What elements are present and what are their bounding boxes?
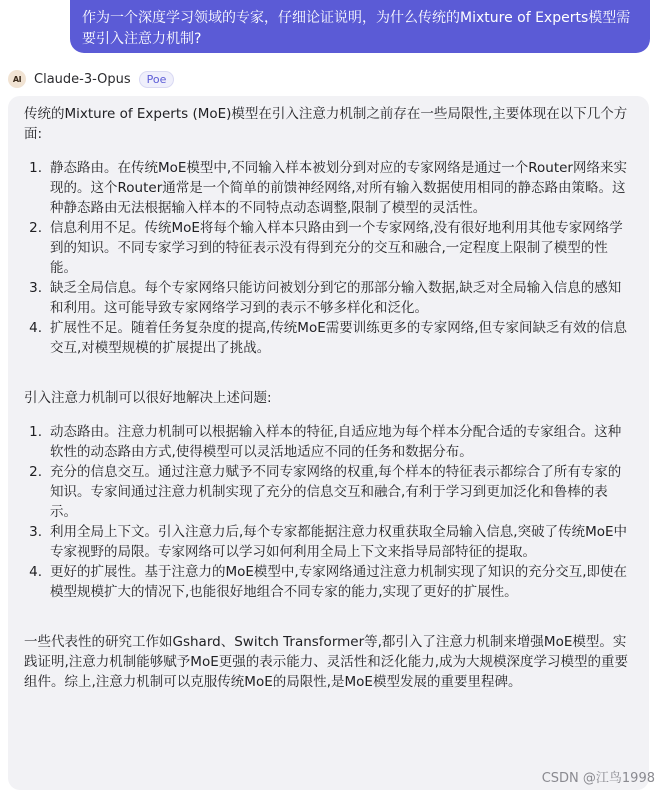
list-item-number: 4. <box>29 320 42 336</box>
bot-message-bubble <box>8 96 649 790</box>
list-item-number: 4. <box>29 564 42 580</box>
paragraph-gap <box>24 602 633 632</box>
list-item-number: 2. <box>29 220 42 236</box>
bot-platform-badge: Poe <box>139 71 175 88</box>
bot-header <box>8 68 174 90</box>
paragraph-gap <box>24 358 633 388</box>
list-item-text: 更好的扩展性。基于注意力的MoE模型中,专家网络通过注意力机制实现了知识的充分交互,即使在模型规模扩大的情况下,也能很好地组合不同专家的能力,实现了更好的扩展性。 <box>50 564 628 600</box>
user-message-bubble <box>70 0 650 53</box>
list-item <box>24 218 633 278</box>
solutions-list <box>24 422 633 602</box>
answer-intro: 传统的Mixture of Experts (MoE)模型在引入注意力机制之前存在一些局限性,主要体现在以下几个方面: <box>24 106 628 142</box>
list-item-text: 扩展性不足。随着任务复杂度的提高,传统MoE需要训练更多的专家网络,但专家间缺乏有效的信息交互,对模型规模的扩展提出了挑战。 <box>50 320 628 356</box>
limitations-list <box>24 158 633 358</box>
answer-conclusion: 一些代表性的研究工作如Gshard、Switch Transformer等,都引入了注意力机制来增强MoE模型。实践证明,注意力机制能够赋予MoE更强的表示能力、灵活性和泛化能力,成为大规模深度学习模型的重要组件。综上,注意力机制可以克服传统MoE的局限性,是MoE模型发展的重要里程碑。 <box>24 634 629 690</box>
list-item-number: 2. <box>29 464 42 480</box>
list-item <box>24 462 633 522</box>
bot-avatar[interactable] <box>8 70 26 88</box>
list-item-number: 3. <box>29 524 42 540</box>
list-item-text: 信息利用不足。传统MoE将每个输入样本只路由到一个专家网络,没有很好地利用其他专家网络学到的知识。不同专家学习到的特征表示没有得到充分的交互和融合,一定程度上限制了模型的性能。 <box>50 220 623 276</box>
list-item-number: 1. <box>29 424 42 440</box>
list-item <box>24 278 633 318</box>
watermark: CSDN @江鸟1998 <box>541 771 655 786</box>
list-item-text: 利用全局上下文。引入注意力后,每个专家都能据注意力权重获取全局输入信息,突破了传统MoE中专家视野的局限。专家网络可以学习如何利用全局上下文来指导局部特征的提取。 <box>50 524 628 560</box>
list-item <box>24 562 633 602</box>
list-item-number: 3. <box>29 280 42 296</box>
answer-transition: 引入注意力机制可以很好地解决上述问题: <box>24 390 272 406</box>
list-item-text: 充分的信息交互。通过注意力赋予不同专家网络的权重,每个样本的特征表示都综合了所有专家的知识。专家间通过注意力机制实现了充分的信息交互和融合,有利于学习到更加泛化和鲁棒的表示。 <box>50 464 622 520</box>
list-item-text: 静态路由。在传统MoE模型中,不同输入样本被划分到对应的专家网络是通过一个Router网络来实现的。这个Router通常是一个简单的前馈神经网络,对所有输入数据使用相同的静态路由策略。这种静态路由无法根据输入样本的不同特点动态调整,限制了模型的灵活性。 <box>50 160 627 216</box>
list-item-text: 缺乏全局信息。每个专家网络只能访问被划分到它的那部分输入数据,缺乏对全局输入信息的感知和利用。这可能导致专家网络学习到的表示不够多样化和泛化。 <box>50 280 622 316</box>
list-item <box>24 318 633 358</box>
bot-name[interactable]: Claude-3-Opus <box>34 71 131 87</box>
list-item <box>24 158 633 218</box>
list-item <box>24 522 633 562</box>
list-item-number: 1. <box>29 160 42 176</box>
list-item-text: 动态路由。注意力机制可以根据输入样本的特征,自适应地为每个样本分配合适的专家组合。这种软性的动态路由方式,使得模型可以灵活地适应不同的任务和数据分布。 <box>50 424 622 460</box>
bot-avatar-icon: AI <box>12 74 22 84</box>
list-item <box>24 422 633 462</box>
user-message-text: 作为一个深度学习领域的专家，仔细论证说明，为什么传统的Mixture of Experts模型需要引入注意力机制? <box>82 10 631 47</box>
